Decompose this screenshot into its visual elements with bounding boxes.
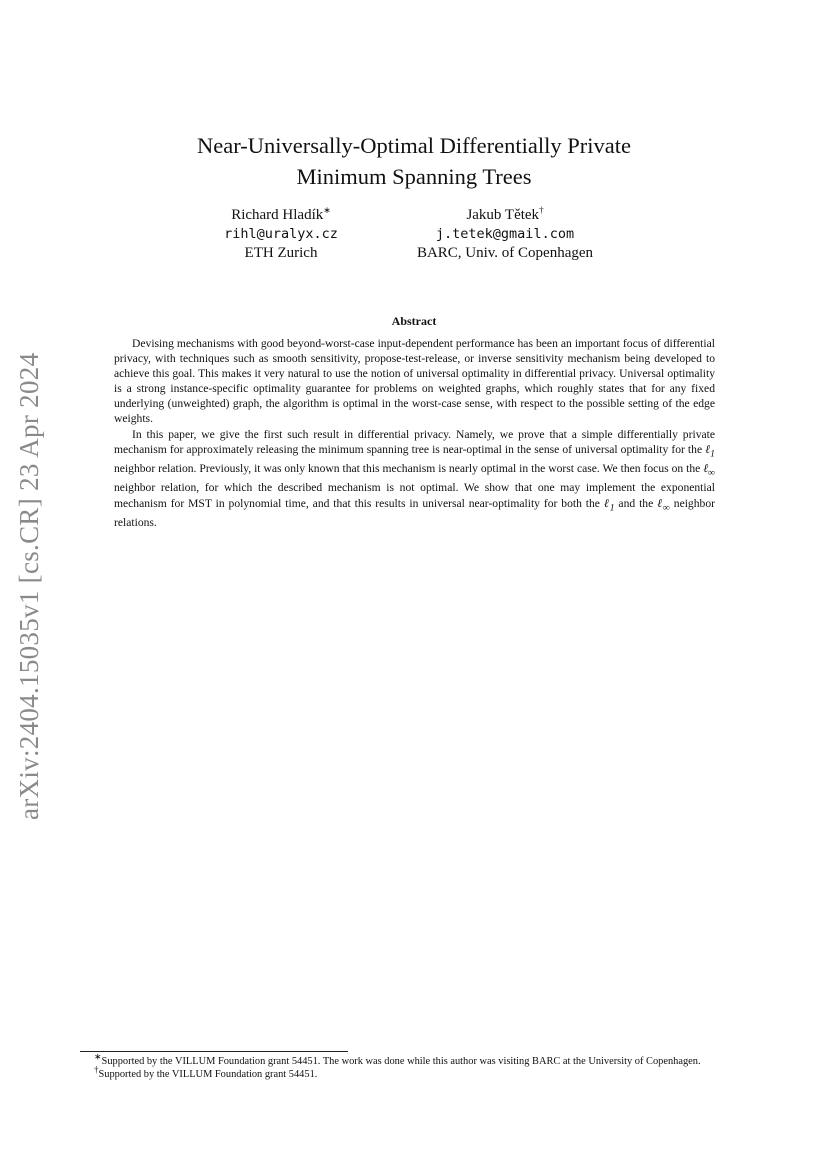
author-2-mark: †	[539, 205, 544, 215]
abstract-body	[114, 336, 715, 530]
footnote-2	[80, 1064, 750, 1082]
footnote-1	[80, 1051, 750, 1069]
ell-inf-subscript: ∞	[662, 501, 670, 513]
author-2-affiliation: BARC, Univ. of Copenhagen	[416, 245, 594, 261]
ell-inf-subscript: ∞	[708, 467, 715, 479]
abstract-p2-part-a: In this paper, we give the first such result in differential privacy. Namely, we prove that a simple differentially private mechanism for approximately releasing the minimum spanning tree is near-optimal in the sense of universal optimality for the	[114, 427, 715, 456]
abstract-p2-part-e: neighbor relations.	[114, 496, 715, 529]
author-2-name: Jakub Tětek	[466, 207, 540, 223]
arxiv-identifier-stamp: arXiv:2404.15035v1 [cs.CR] 23 Apr 2024	[14, 352, 44, 820]
author-1-affiliation: ETH Zurich	[244, 245, 318, 261]
author-1-mark: ∗	[323, 205, 331, 215]
author-1	[201, 206, 361, 263]
ell-1-symbol	[603, 496, 615, 513]
ell-1-subscript: 1	[609, 501, 615, 513]
ell-symbol: ℓ	[703, 462, 709, 476]
footnote-1-text: Supported by the VILLUM Foundation grant 54451. The work was done while this author was visiting BARC at the University of Copenhagen.	[101, 1056, 701, 1067]
ell-1-subscript: 1	[710, 447, 715, 459]
abstract-heading: Abstract	[391, 314, 437, 328]
footnote-2-text: Supported by the VILLUM Foundation grant 54451.	[98, 1068, 318, 1080]
ell-1-symbol	[705, 442, 715, 459]
author-1-name: Richard Hladík	[231, 207, 324, 223]
ell-inf-symbol	[657, 496, 670, 513]
abstract-p2-part-c: neighbor relation, for which the described mechanism is not optimal. We show that one may implement the exponential mechanism for MST in polynomial time, and that this results in universal near-optimality for both the	[114, 481, 715, 510]
footnote-2-mark: †	[94, 1064, 99, 1075]
author-1-email[interactable]: rihl@uralyx.cz	[224, 226, 338, 242]
ell-symbol: ℓ	[705, 442, 711, 456]
abstract-p2-part-b: neighbor relation. Previously, it was only known that this mechanism is nearly optimal in the worst case. We then focus on the	[114, 462, 704, 476]
abstract-paragraph-2	[114, 427, 715, 531]
ell-symbol: ℓ	[603, 496, 610, 510]
footnote-rule	[80, 1051, 348, 1052]
ell-inf-symbol	[703, 462, 715, 479]
author-2-email[interactable]: j.tetek@gmail.com	[435, 226, 575, 242]
footnotes	[80, 1051, 750, 1082]
ell-symbol: ℓ	[657, 496, 663, 510]
footnote-1-mark: ∗	[94, 1051, 102, 1062]
author-2	[390, 206, 620, 263]
title-line-2: Minimum Spanning Trees	[296, 164, 532, 189]
title-line-1: Near-Universally-Optimal Differentially Private	[197, 133, 631, 158]
paper-title	[0, 130, 828, 192]
abstract-paragraph-1: Devising mechanisms with good beyond-worst-case input-dependent performance has been an important focus of differential privacy, with techniques such as smooth sensitivity, propose-test-release, or inverse sensitivity mechanism being developed to achieve this goal. This makes it very natural to use the notion of universal optimality in differential privacy. Universal optimality is a strong instance-specific optimality guarantee for problems on weighted graphs, which roughly states that for any fixed underlying (unweighted) graph, the algorithm is optimal in the worst-case sense, with respect to the possible setting of the edge weights.	[114, 337, 715, 426]
abstract-p2-part-d: and the	[614, 496, 658, 510]
